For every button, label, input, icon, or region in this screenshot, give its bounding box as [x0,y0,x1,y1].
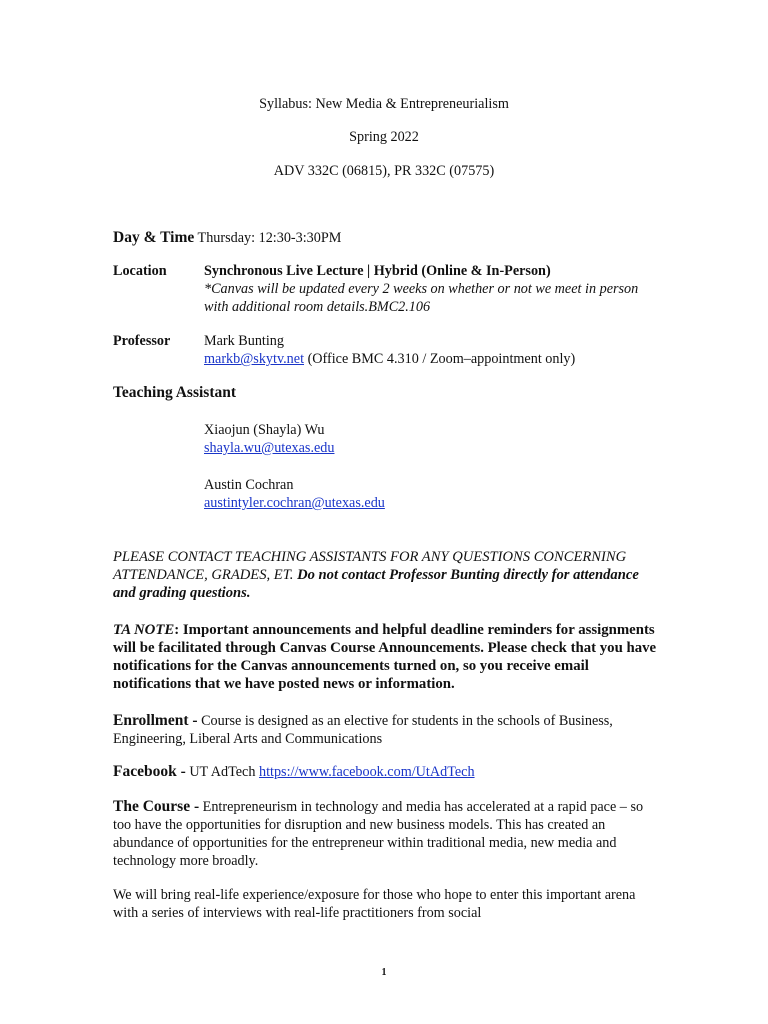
term-label: Spring 2022 [349,129,419,145]
ta-name: Xiaojun (Shayla) Wu [204,422,325,438]
course-description [113,798,648,870]
enrollment-section [113,712,658,748]
ta-note-label: TA NOTE [113,622,175,638]
day-time-label: Day & Time [113,229,195,246]
course-codes: ADV 332C (06815), PR 332C (07575) [273,163,495,179]
contact-notice-bold: Do not contact Professor Bunting directly for attendance and grading questions. [113,567,639,601]
teaching-assistant-heading: Teaching Assistant [113,384,237,401]
facebook-text: UT AdTech [189,764,256,780]
course-text: Entrepreneurism in technology and media has accelerated at a rapid pace – so too have the opportunities for disruption and new business models. This has created an abundance of opportunities for the entrepreneur within traditional media, new media and technology more broadly. [113,799,644,869]
course-label: The Course - [113,798,200,815]
location-details [204,262,674,316]
contact-notice [113,548,658,602]
enrollment-label: Enrollment - [113,712,198,729]
day-time-value: Thursday: 12:30-3:30PM [197,230,342,246]
ta-email-link[interactable]: austintyler.cochran@utexas.edu [204,495,385,511]
professor-details [204,332,654,368]
facebook-label: Facebook - [113,763,186,780]
professor-name: Mark Bunting [204,333,284,349]
ta-entry [204,421,334,457]
contact-notice-italic: PLEASE CONTACT TEACHING ASSISTANTS FOR ANY QUESTIONS CONCERNING ATTENDANCE, GRADES, ET. [113,549,627,583]
day-time-row [113,229,341,247]
ta-note-text: : Important announcements and helpful deadline reminders for assignments will be facilitated through Canvas Course Announcements. Please check that you have notifications for the Canvas announcements turned on, so you receive email notifications that we have posted news or information. [113,622,657,692]
ta-email-link[interactable]: shayla.wu@utexas.edu [204,440,335,456]
syllabus-title: Syllabus: New Media & Entrepreneurialism [259,96,509,112]
ta-entry [204,476,385,512]
page-number: 1 [381,967,387,978]
professor-label: Professor [113,333,171,349]
ta-name: Austin Cochran [204,477,294,493]
location-label: Location [113,263,167,279]
professor-contact [204,350,654,368]
ta-note [113,621,658,693]
location-note-line2: with additional room details.BMC2.106 [204,299,431,315]
facebook-link[interactable]: https://www.facebook.com/UtAdTech [258,764,475,780]
location-note-line1: *Canvas will be updated every 2 weeks on whether or not we meet in person [204,281,639,297]
closing-paragraph: We will bring real-life experience/exposure for those who hope to enter this important arena with a series of interviews with real-life practitioners from social [113,887,636,921]
professor-email-link[interactable]: markb@skytv.net [204,351,305,367]
enrollment-text: Course is designed as an elective for students in the schools of Business, Engineering, Liberal Arts and Communications [113,713,613,747]
professor-office: (Office BMC 4.310 / Zoom–appointment only) [307,351,576,367]
location-mode: Synchronous Live Lecture | Hybrid (Online & In-Person) [204,263,551,279]
facebook-section [113,763,658,781]
